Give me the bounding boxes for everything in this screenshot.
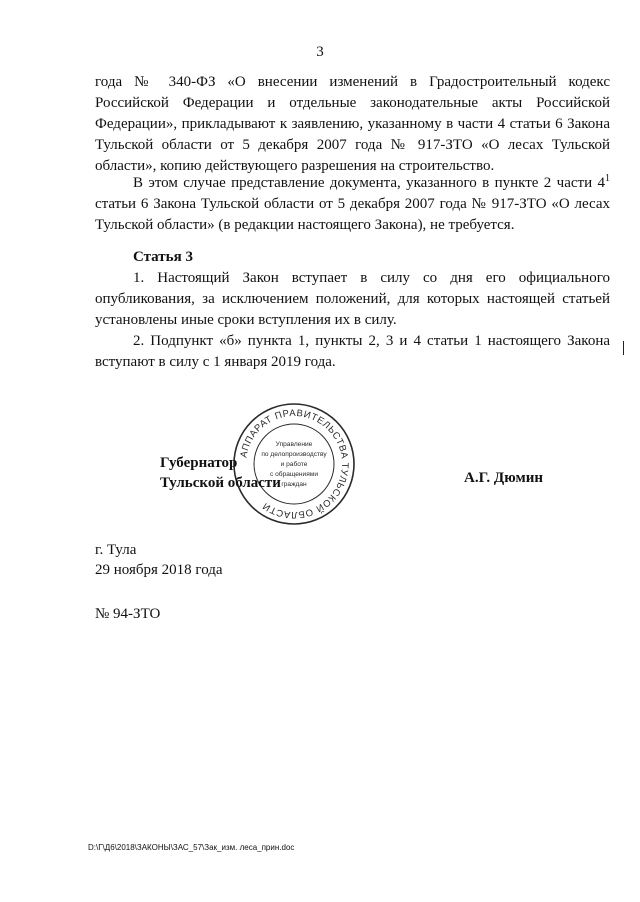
superscript: 1 (605, 173, 610, 184)
signatory-title (160, 453, 281, 493)
stamp-center-line: с обращениями (269, 471, 319, 478)
stamp-ring-text: АППАРАТ ПРАВИТЕЛЬСТВА ТУЛЬСКОЙ ОБЛАСТИ (238, 407, 351, 521)
law-number: № 94-ЗТО (95, 606, 161, 622)
paragraph-text-start: В этом случае представление документа, указанного в пункте 2 части 4 (133, 175, 605, 191)
page-number: 3 (316, 44, 324, 60)
article-item-1: 1. Настоящий Закон вступает в силу со дня его официального опубликования, за исключением положений, для которых настоящей статьей установлены иные сроки вступления их в силу. (95, 270, 610, 328)
paragraph-continuation (95, 72, 610, 177)
date: 29 ноября 2018 года (95, 562, 223, 578)
signatory-name: А.Г. Дюмин (464, 470, 544, 486)
stamp-center-line: Управление (275, 441, 313, 448)
place: г. Тула (95, 542, 137, 558)
article-item-2: 2. Подпункт «б» пункта 1, пункты 2, 3 и 4 статьи 1 настоящего Закона вступают в силу с 1 января 2019 года. (95, 333, 610, 370)
stamp-center-line: граждан (281, 481, 307, 488)
margin-mark (623, 341, 624, 355)
stamp-center-line: и работе (280, 461, 308, 468)
article-body (95, 268, 610, 373)
place-date-block (95, 540, 223, 580)
file-path: D:\Г\Д6\2018\ЗАКОНЫ\ЗАС_57\Зак_изм. леса_прин.doc (88, 843, 295, 852)
stamp-center-line: по делопроизводству (261, 451, 327, 458)
article-title: Статья 3 (133, 249, 193, 265)
signatory-title-line2: Тульской области (160, 475, 281, 491)
signatory-title-line1: Губернатор (160, 455, 238, 471)
paragraph-text-end: статьи 6 Закона Тульской области от 5 декабря 2007 года № 917-ЗТО «О лесах Тульской области» (в редакции настоящего Закона), не требуется. (95, 196, 610, 233)
paragraph-text: года № 340-ФЗ «О внесении изменений в Градостроительный кодекс Российской Федерации и отдельные законодательные акты Российской Федерации», прикладывают к заявлению, указанному в части 4 статьи 6 Закона Тульской области от 5 декабря 2007 года № 917-ЗТО «О лесах Тульской области», копию действующего разрешения на строительство. (95, 74, 610, 174)
paragraph-exemption (95, 168, 610, 236)
